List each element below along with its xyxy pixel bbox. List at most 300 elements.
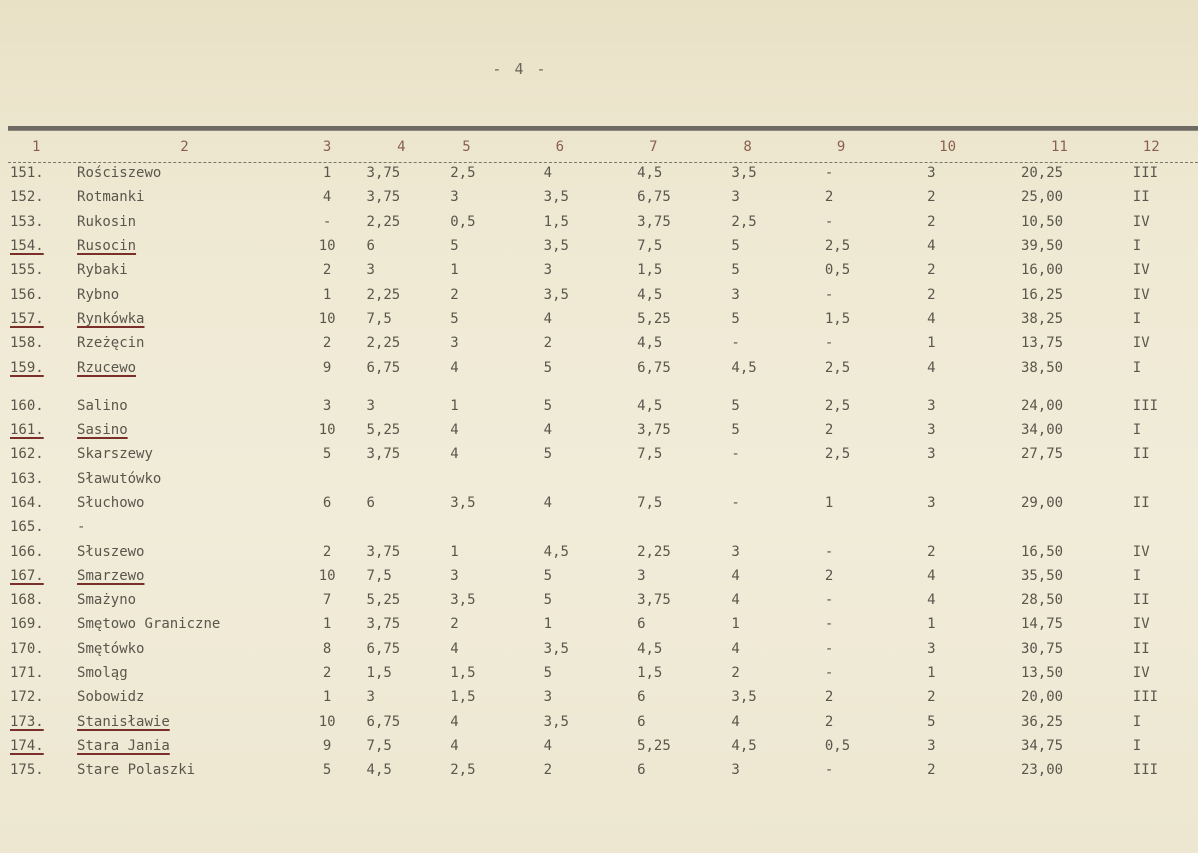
- cell-col-7: 4,5: [637, 335, 663, 352]
- locality-cell: [67, 442, 302, 466]
- table-row: [10, 612, 1198, 636]
- locality-cell: [67, 539, 302, 563]
- locality-cell: [67, 734, 302, 758]
- cell-col-5: 5: [450, 238, 459, 255]
- column-header-5: 5: [462, 139, 471, 155]
- locality-name: Stare Polaszki: [77, 762, 196, 779]
- locality-name: Rusocin: [77, 238, 137, 255]
- cell-col-12: IV: [1132, 543, 1150, 560]
- row-number: 159.: [10, 359, 44, 376]
- cell-col-8: 3: [731, 762, 740, 779]
- cell-col-10: 3: [927, 446, 936, 463]
- cell-col-9: -: [824, 213, 834, 230]
- cell-col-6: 1: [543, 616, 553, 633]
- column-header-12: 12: [1142, 139, 1160, 155]
- row-number: 174.: [10, 737, 44, 754]
- cell-col-12: III: [1132, 762, 1159, 779]
- cell-col-4: 3,75: [366, 616, 401, 633]
- cell-col-6: 4: [543, 165, 553, 182]
- cell-col-9: 2: [824, 689, 834, 706]
- cell-col-5: 4: [450, 422, 459, 439]
- table-row: [10, 442, 1198, 466]
- cell-col-12: IV: [1132, 213, 1150, 230]
- row-number: 151.: [10, 165, 44, 182]
- locality-name: -: [77, 519, 86, 536]
- row-number: 166.: [10, 543, 44, 560]
- cell-col-12: III: [1132, 165, 1159, 182]
- cell-col-6: [544, 515, 637, 539]
- row-number-cell: [10, 564, 67, 588]
- cell-col-8: 5: [731, 310, 740, 327]
- cell-col-7: 6,75: [637, 359, 671, 376]
- row-number: 157.: [10, 310, 44, 327]
- row-number-cell: [10, 185, 67, 209]
- cell-col-4: 2,25: [366, 286, 401, 303]
- cell-col-5: 4: [450, 446, 459, 463]
- cell-col-8: -: [731, 335, 740, 352]
- cell-col-6: 5: [543, 359, 553, 376]
- cell-col-10: 4: [927, 567, 936, 584]
- table-row: [10, 491, 1198, 515]
- cell-col-11: 36,25: [1020, 713, 1064, 730]
- cell-col-9: -: [824, 286, 834, 303]
- cell-col-8: 1: [731, 616, 740, 633]
- cell-col-10: [927, 467, 1021, 491]
- locality-name: Rzeżęcin: [77, 335, 145, 352]
- cell-col-3: 6: [322, 495, 332, 511]
- cell-col-5: 4: [450, 737, 459, 754]
- locality-name: Słuchowo: [77, 495, 145, 511]
- table-row: [10, 394, 1198, 418]
- cell-col-6: 5: [543, 592, 553, 609]
- cell-col-12: I: [1132, 567, 1142, 584]
- cell-col-8: 4,5: [731, 737, 757, 754]
- table-row: [10, 282, 1198, 306]
- table-row: [10, 355, 1198, 379]
- cell-col-7: 6: [637, 616, 646, 633]
- locality-name: Smętówko: [77, 640, 145, 657]
- cell-col-5: 4: [450, 640, 459, 657]
- table-row: [10, 467, 1198, 491]
- row-number-cell: [10, 588, 67, 612]
- row-number-cell: [10, 210, 67, 234]
- cell-col-3: 1: [322, 689, 332, 706]
- cell-col-9: -: [824, 335, 834, 352]
- cell-col-8: 2: [731, 665, 740, 682]
- locality-name: Sobowidz: [77, 689, 145, 706]
- cell-col-10: 4: [927, 359, 936, 376]
- cell-col-10: 1: [927, 616, 936, 633]
- cell-col-7: 1,5: [637, 262, 663, 279]
- column-header-9: 9: [836, 139, 846, 155]
- table-row: [10, 234, 1198, 258]
- row-number-cell: [10, 418, 67, 442]
- cell-col-4: 5,25: [366, 592, 401, 609]
- cell-col-9: -: [824, 665, 834, 682]
- cell-col-9: 2,5: [824, 397, 851, 414]
- locality-cell: [67, 258, 302, 282]
- locality-name: Smoląg: [77, 665, 128, 682]
- table-row: [10, 418, 1198, 442]
- cell-col-4: [353, 515, 451, 539]
- row-number: 168.: [10, 592, 44, 609]
- cell-col-10: 2: [927, 189, 936, 206]
- cell-col-5: 3: [450, 189, 459, 206]
- locality-cell: [67, 588, 302, 612]
- cell-col-3: 10: [318, 422, 336, 439]
- cell-col-4: 7,5: [366, 567, 392, 584]
- cell-col-11: 20,25: [1020, 165, 1064, 182]
- cell-col-11: 10,50: [1020, 213, 1064, 230]
- cell-col-4: [353, 467, 451, 491]
- cell-col-9: [825, 515, 927, 539]
- locality-cell: [67, 355, 302, 379]
- row-number: 173.: [10, 713, 44, 730]
- table-row: [10, 258, 1198, 282]
- cell-col-7: 7,5: [637, 446, 663, 463]
- locality-name: Stanisławie: [77, 713, 170, 730]
- column-header-6: 6: [555, 139, 565, 155]
- cell-col-12: I: [1132, 422, 1142, 439]
- column-header-4: 4: [397, 139, 406, 155]
- locality-name: Smarzewo: [77, 567, 145, 584]
- cell-col-9: -: [824, 616, 834, 633]
- cell-col-8: -: [731, 446, 740, 463]
- cell-col-6: 3,5: [543, 286, 569, 303]
- cell-col-9: -: [824, 640, 834, 657]
- column-header-2: 2: [180, 139, 189, 155]
- cell-col-3: 4: [322, 189, 332, 206]
- locality-name: Rzucewo: [77, 359, 137, 376]
- cell-col-6: 4: [543, 422, 553, 439]
- table-row: [10, 685, 1198, 709]
- cell-col-7: 5,25: [637, 310, 671, 327]
- cell-col-8: 3: [731, 189, 740, 206]
- cell-col-6: 5: [543, 567, 553, 584]
- cell-col-11: 38,25: [1020, 310, 1064, 327]
- cell-col-4: 6,75: [366, 713, 401, 730]
- cell-col-11: 13,50: [1020, 665, 1064, 682]
- cell-col-6: 4: [543, 310, 553, 327]
- cell-col-5: 5: [450, 310, 459, 327]
- cell-col-7: 3,75: [637, 213, 671, 230]
- cell-col-10: 2: [927, 762, 936, 779]
- row-number: 155.: [10, 262, 44, 279]
- cell-col-5: 1: [450, 543, 459, 560]
- cell-col-4: 3,75: [366, 189, 401, 206]
- locality-cell: [67, 685, 302, 709]
- cell-col-8: 4: [731, 592, 740, 609]
- cell-col-12: IV: [1132, 286, 1150, 303]
- cell-col-4: 5,25: [366, 422, 401, 439]
- cell-col-3: [302, 515, 353, 539]
- cell-col-11: 38,50: [1020, 359, 1064, 376]
- group-spacer: [10, 380, 1198, 394]
- cell-col-3: 7: [322, 592, 332, 609]
- cell-col-7: [637, 467, 731, 491]
- row-number: 170.: [10, 640, 44, 657]
- locality-cell: [67, 161, 302, 185]
- cell-col-9: 2: [824, 567, 834, 584]
- cell-col-11: 13,75: [1020, 335, 1064, 352]
- locality-cell: [67, 282, 302, 306]
- locality-cell: [67, 564, 302, 588]
- row-number: 165.: [10, 519, 44, 536]
- cell-col-12: I: [1132, 737, 1142, 754]
- locality-cell: [67, 331, 302, 355]
- cell-col-12: II: [1132, 446, 1150, 463]
- locality-name: Rybno: [77, 286, 120, 303]
- locality-cell: [67, 758, 302, 782]
- cell-col-10: [927, 515, 1021, 539]
- locality-cell: [67, 612, 302, 636]
- cell-col-5: 2,5: [450, 762, 476, 779]
- row-number: 158.: [10, 335, 44, 352]
- cell-col-7: 3,75: [637, 592, 671, 609]
- cell-col-12: II: [1132, 640, 1150, 657]
- table-row: [10, 758, 1198, 782]
- table-row: [10, 307, 1198, 331]
- cell-col-4: 7,5: [366, 737, 392, 754]
- locality-cell: [67, 394, 302, 418]
- row-number: 156.: [10, 286, 44, 303]
- column-header-3: 3: [322, 139, 332, 155]
- cell-col-7: 4,5: [637, 286, 663, 303]
- cell-col-10: 4: [927, 592, 936, 609]
- row-number: 169.: [10, 616, 44, 633]
- locality-name: Rotmanki: [77, 189, 145, 206]
- cell-col-9: -: [824, 592, 834, 609]
- locality-cell: [67, 710, 302, 734]
- cell-col-11: 23,00: [1020, 762, 1064, 779]
- cell-col-7: 6: [637, 762, 646, 779]
- cell-col-3: 2: [322, 543, 332, 560]
- cell-col-10: 3: [927, 495, 936, 511]
- cell-col-5: 3,5: [450, 495, 476, 511]
- cell-col-4: 6,75: [366, 640, 401, 657]
- cell-col-3: 10: [318, 713, 336, 730]
- cell-col-6: 4,5: [543, 543, 569, 560]
- cell-col-6: 5: [543, 446, 553, 463]
- cell-col-3: 3: [322, 397, 332, 414]
- cell-col-7: 4,5: [637, 165, 663, 182]
- cell-col-3: 1: [322, 286, 332, 303]
- cell-col-9: 1,5: [824, 310, 851, 327]
- column-header-10: 10: [939, 139, 956, 155]
- cell-col-12: [1133, 515, 1198, 539]
- cell-col-11: 35,50: [1020, 567, 1064, 584]
- cell-col-11: 30,75: [1020, 640, 1064, 657]
- column-header-1: 1: [32, 139, 41, 155]
- cell-col-8: [731, 515, 824, 539]
- row-number: 162.: [10, 446, 44, 463]
- table-row: [10, 734, 1198, 758]
- cell-col-4: 6: [366, 238, 375, 255]
- cell-col-10: 2: [927, 213, 936, 230]
- cell-col-10: 3: [927, 737, 936, 754]
- cell-col-7: 3: [637, 567, 646, 584]
- locality-name: Rybaki: [77, 262, 128, 279]
- cell-col-9: 2: [824, 189, 834, 206]
- cell-col-10: 3: [927, 165, 936, 182]
- cell-col-9: -: [824, 543, 834, 560]
- cell-col-6: [544, 467, 637, 491]
- cell-col-11: [1021, 515, 1133, 539]
- cell-col-7: 4,5: [637, 397, 663, 414]
- cell-col-9: 1: [824, 495, 834, 511]
- cell-col-3: 9: [322, 737, 332, 754]
- table-row: [10, 185, 1198, 209]
- cell-col-11: 34,00: [1020, 422, 1064, 439]
- row-number-cell: [10, 394, 67, 418]
- cell-col-4: 6,75: [366, 359, 401, 376]
- cell-col-8: 3,5: [731, 165, 757, 182]
- cell-col-5: [450, 467, 543, 491]
- locality-cell: [67, 515, 302, 539]
- cell-col-11: 27,75: [1020, 446, 1064, 463]
- column-header-7: 7: [649, 139, 658, 155]
- table-row: [10, 710, 1198, 734]
- cell-col-4: 3,75: [366, 446, 401, 463]
- cell-col-4: 1,5: [366, 665, 392, 682]
- cell-col-11: 39,50: [1020, 238, 1064, 255]
- cell-col-12: II: [1132, 495, 1150, 511]
- row-number-cell: [10, 710, 67, 734]
- cell-col-6: 3: [543, 262, 553, 279]
- cell-col-11: 28,50: [1020, 592, 1064, 609]
- cell-col-11: 16,25: [1020, 286, 1064, 303]
- cell-col-8: 3,5: [731, 689, 757, 706]
- locality-name: Rukosin: [77, 213, 137, 230]
- cell-col-8: 4,5: [731, 359, 757, 376]
- cell-col-8: 3: [731, 286, 740, 303]
- row-number: 167.: [10, 567, 44, 584]
- cell-col-9: 2: [824, 713, 834, 730]
- cell-col-5: 4: [450, 713, 459, 730]
- cell-col-5: 2: [450, 616, 459, 633]
- cell-col-12: I: [1132, 713, 1142, 730]
- cell-col-7: 5,25: [637, 737, 671, 754]
- table-row: [10, 515, 1198, 539]
- cell-col-6: 3,5: [543, 640, 569, 657]
- cell-col-4: 3,75: [366, 543, 401, 560]
- cell-col-5: 1: [450, 397, 459, 414]
- cell-col-11: 29,00: [1020, 495, 1064, 511]
- cell-col-5: 1,5: [450, 689, 476, 706]
- row-number: 175.: [10, 762, 44, 779]
- locality-name: Stara Jania: [77, 737, 170, 754]
- cell-col-11: 14,75: [1020, 616, 1064, 633]
- cell-col-4: 3: [366, 397, 375, 414]
- header-row: [10, 133, 1198, 161]
- cell-col-12: II: [1132, 189, 1150, 206]
- cell-col-3: 5: [322, 762, 332, 779]
- cell-col-8: 2,5: [731, 213, 757, 230]
- locality-name: Sławutówko: [77, 470, 162, 487]
- cell-col-12: I: [1132, 310, 1142, 327]
- cell-col-10: 3: [927, 422, 936, 439]
- cell-col-12: IV: [1132, 335, 1150, 352]
- cell-col-11: 34,75: [1020, 737, 1064, 754]
- cell-col-9: 2: [824, 422, 834, 439]
- cell-col-9: 2,5: [824, 238, 851, 255]
- cell-col-8: 5: [731, 238, 740, 255]
- row-number-cell: [10, 307, 67, 331]
- cell-col-3: [302, 467, 353, 491]
- cell-col-4: 4,5: [366, 762, 392, 779]
- cell-col-3: 10: [318, 310, 336, 327]
- row-number-cell: [10, 331, 67, 355]
- cell-col-6: 5: [543, 665, 553, 682]
- locality-cell: [67, 307, 302, 331]
- cell-col-10: 2: [927, 262, 936, 279]
- cell-col-7: 6: [637, 713, 646, 730]
- cell-col-7: 2,25: [637, 543, 671, 560]
- cell-col-7: [637, 515, 731, 539]
- row-number-cell: [10, 355, 67, 379]
- cell-col-7: 3,75: [637, 422, 671, 439]
- locality-cell: [67, 210, 302, 234]
- cell-col-9: 0,5: [824, 262, 851, 279]
- cell-col-12: IV: [1132, 616, 1150, 633]
- cell-col-3: 10: [318, 567, 336, 584]
- row-number: 160.: [10, 397, 44, 414]
- cell-col-3: -: [322, 213, 332, 230]
- row-number: 163.: [10, 470, 44, 487]
- locality-name: Smętowo Graniczne: [77, 616, 221, 633]
- cell-col-4: 2,25: [366, 335, 401, 352]
- locality-cell: [67, 185, 302, 209]
- table-row: [10, 161, 1198, 185]
- locality-cell: [67, 418, 302, 442]
- cell-col-6: 4: [543, 737, 553, 754]
- cell-col-8: [731, 467, 824, 491]
- cell-col-8: 5: [731, 262, 740, 279]
- row-number-cell: [10, 612, 67, 636]
- cell-col-12: IV: [1132, 262, 1150, 279]
- cell-col-9: -: [824, 165, 834, 182]
- cell-col-9: 0,5: [824, 737, 851, 754]
- cell-col-7: 6: [637, 689, 646, 706]
- locality-name: Smażyno: [77, 592, 137, 609]
- locality-cell: [67, 491, 302, 515]
- table-body: [10, 161, 1198, 782]
- cell-col-12: IV: [1132, 665, 1150, 682]
- locality-cell: [67, 234, 302, 258]
- locality-name: Sasino: [77, 422, 128, 439]
- column-header-11: 11: [1050, 139, 1068, 155]
- cell-col-7: 1,5: [637, 665, 663, 682]
- row-number-cell: [10, 734, 67, 758]
- cell-col-5: 2: [450, 286, 459, 303]
- row-number-cell: [10, 539, 67, 563]
- cell-col-7: 7,5: [637, 238, 663, 255]
- cell-col-6: 2: [543, 762, 553, 779]
- cell-col-7: 6,75: [637, 189, 671, 206]
- cell-col-8: 5: [731, 397, 740, 414]
- cell-col-12: III: [1132, 689, 1159, 706]
- cell-col-3: 8: [322, 640, 332, 657]
- table-row: [10, 564, 1198, 588]
- page-number: - 4 -: [492, 60, 548, 78]
- cell-col-5: 3: [450, 335, 459, 352]
- locality-cell: [67, 661, 302, 685]
- cell-col-11: 16,00: [1020, 262, 1064, 279]
- row-number: 172.: [10, 689, 44, 706]
- row-number-cell: [10, 758, 67, 782]
- table-row: [10, 210, 1198, 234]
- column-header-8: 8: [743, 139, 752, 155]
